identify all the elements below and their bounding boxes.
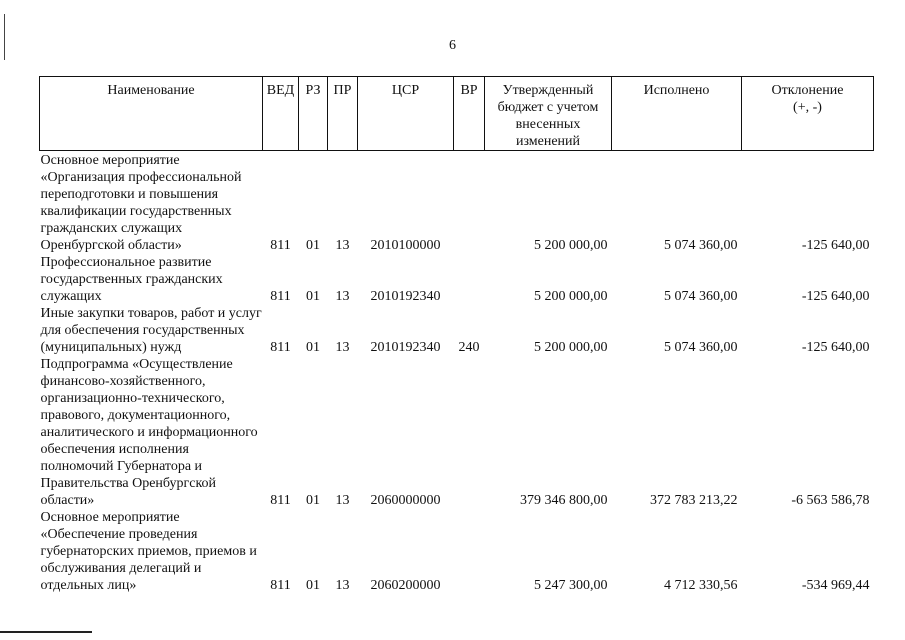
- row-rz: 01: [306, 289, 320, 304]
- row-csr: 2010100000: [370, 238, 441, 253]
- header-ved: ВЕД: [263, 77, 299, 151]
- row-ved: 811: [270, 493, 291, 508]
- row-approved: 5 247 300,00: [534, 578, 608, 593]
- header-approved: Утвержденный бюджет с учетом внесенных изменений: [485, 77, 612, 151]
- header-pr: ПР: [328, 77, 358, 151]
- row-ved: 811: [270, 289, 291, 304]
- row-executed: 5 074 360,00: [664, 289, 738, 304]
- row-approved: 5 200 000,00: [534, 340, 608, 355]
- row-deviation: -125 640,00: [801, 340, 870, 355]
- row-pr: 13: [335, 493, 350, 508]
- row-csr: 2010192340: [370, 289, 441, 304]
- row-csr: 2060200000: [370, 578, 441, 593]
- row-ved: 811: [270, 578, 291, 593]
- row-deviation: -534 969,44: [801, 578, 870, 593]
- row-rz: 01: [306, 493, 320, 508]
- row-pr: 13: [335, 578, 350, 593]
- row-approved: 5 200 000,00: [534, 289, 608, 304]
- header-executed: Исполнено: [612, 77, 742, 151]
- row-pr: 13: [335, 289, 350, 304]
- table-row: [40, 254, 874, 305]
- row-vr: 240: [458, 340, 480, 355]
- table-row: [40, 305, 874, 356]
- row-name: Основное мероприятие «Организация профессиональной переподготовки и повышения квалификации государственных гражданских служащих Оренбургской области»: [40, 153, 242, 253]
- row-name: Подпрограмма «Осуществление финансово-хозяйственного, организационно-технического, правового, документационного, аналитического и информационного обеспечения исполнения полномочий Губернатора и Правительства Оренбургской области»: [40, 357, 258, 508]
- row-executed: 5 074 360,00: [664, 238, 738, 253]
- row-executed: 4 712 330,56: [664, 578, 738, 593]
- row-vr: [454, 254, 485, 305]
- row-approved: 379 346 800,00: [520, 493, 608, 508]
- table-row: [40, 151, 874, 255]
- row-executed: 5 074 360,00: [664, 340, 738, 355]
- row-vr: [454, 356, 485, 509]
- header-csr: ЦСР: [358, 77, 454, 151]
- header-deviation: Отклонение (+, -): [742, 77, 874, 151]
- row-deviation: -125 640,00: [801, 238, 870, 253]
- header-vr: ВР: [454, 77, 485, 151]
- row-rz: 01: [306, 238, 320, 253]
- row-vr: [454, 509, 485, 594]
- header-name: Наименование: [40, 77, 263, 151]
- row-pr: 13: [335, 340, 350, 355]
- row-csr: 2010192340: [370, 340, 441, 355]
- row-ved: 811: [270, 340, 291, 355]
- row-ved: 811: [270, 238, 291, 253]
- header-rz: РЗ: [299, 77, 328, 151]
- row-deviation: -6 563 586,78: [791, 493, 870, 508]
- row-rz: 01: [306, 340, 320, 355]
- row-deviation: -125 640,00: [801, 289, 870, 304]
- row-name: Основное мероприятие «Обеспечение проведения губернаторских приемов, приемов и обслуживания делегаций и отдельных лиц»: [40, 510, 257, 593]
- table-row: [40, 356, 874, 509]
- row-approved: 5 200 000,00: [534, 238, 608, 253]
- row-csr: 2060000000: [370, 493, 441, 508]
- row-executed: 372 783 213,22: [650, 493, 738, 508]
- row-rz: 01: [306, 578, 320, 593]
- row-name: Профессиональное развитие государственных гражданских служащих: [40, 255, 223, 304]
- row-pr: 13: [335, 238, 350, 253]
- footnote-rule: [0, 631, 92, 633]
- row-name: Иные закупки товаров, работ и услуг для обеспечения государственных (муниципальных) нужд: [40, 306, 262, 355]
- budget-table: [39, 76, 874, 594]
- row-vr: [454, 151, 485, 255]
- page-number: 6: [449, 38, 456, 53]
- table-row: [40, 509, 874, 594]
- table-header-row: [40, 77, 874, 151]
